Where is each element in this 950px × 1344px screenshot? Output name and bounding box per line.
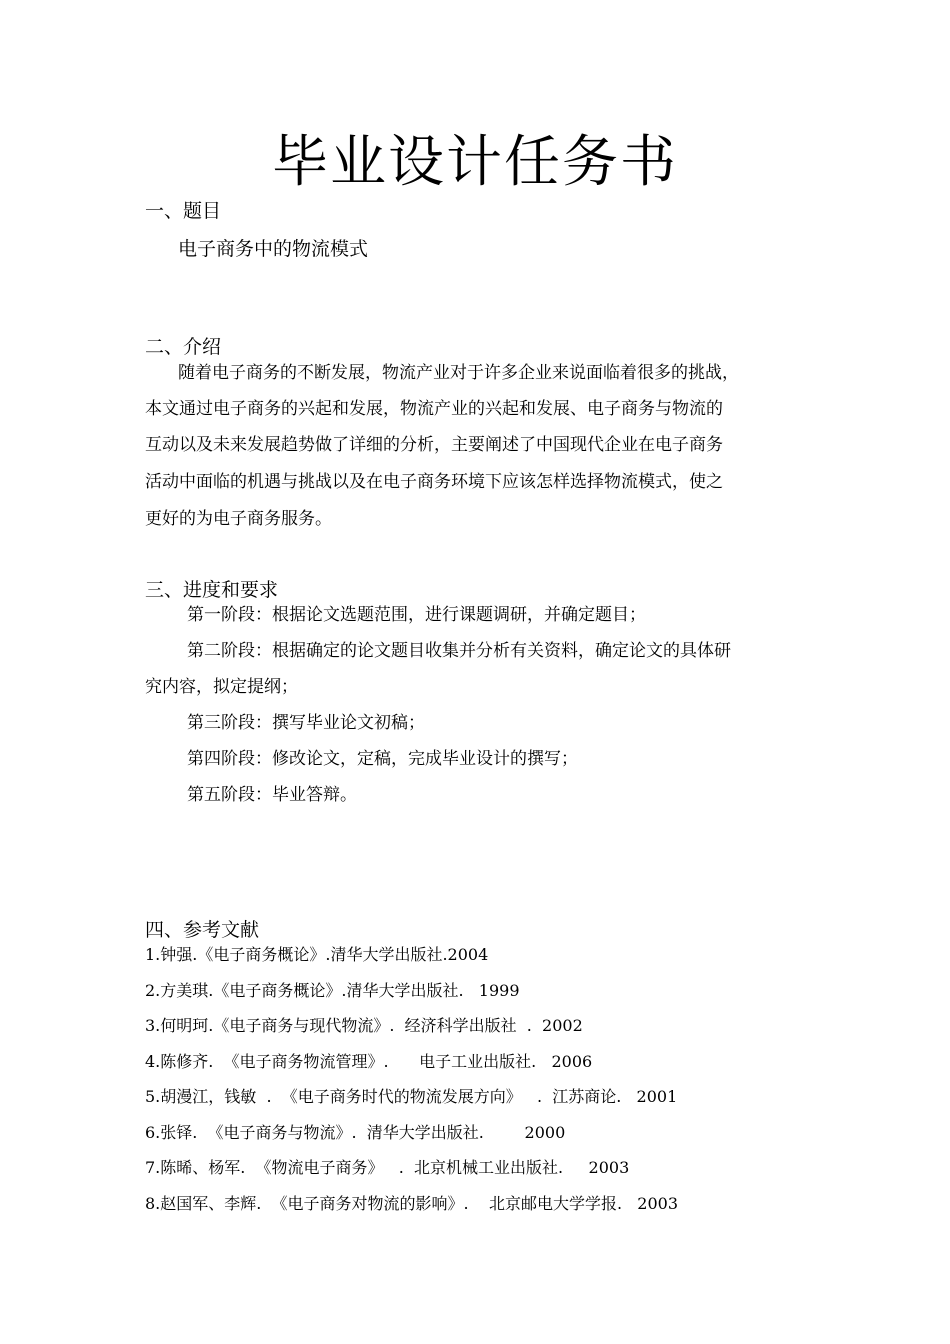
- reference-item: 5.胡漫江，钱敏 . 《电子商务时代的物流发展方向》 . 江苏商论. 2001: [145, 1087, 678, 1106]
- document-title: 毕业设计任务书: [272, 130, 678, 195]
- intro-line: 互动以及未来发展趋势做了详细的分析，主要阐述了中国现代企业在电子商务: [145, 435, 723, 455]
- reference-item: 7.陈晞、杨军. 《物流电子商务》 . 北京机械工业出版社. 2003: [145, 1158, 630, 1177]
- progress-line: 第二阶段：根据确定的论文题目收集并分析有关资料，确定论文的具体研: [187, 641, 731, 661]
- reference-item: 4.陈修齐. 《电子商务物流管理》. 电子工业出版社. 2006: [145, 1052, 593, 1071]
- progress-line: 第三阶段：撰写毕业论文初稿；: [187, 713, 425, 733]
- reference-item: 6.张铎. 《电子商务与物流》. 清华大学出版社. 2000: [145, 1123, 566, 1142]
- intro-line: 随着电子商务的不断发展，物流产业对于许多企业来说面临着很多的挑战，: [178, 363, 739, 383]
- reference-item: 3.何明珂.《电子商务与现代物流》. 经济科学出版社 . 2002: [145, 1016, 583, 1035]
- intro-line: 更好的为电子商务服务。: [145, 509, 332, 529]
- progress-line: 第一阶段：根据论文选题范围，进行课题调研，并确定题目；: [187, 605, 646, 625]
- topic-text: 电子商务中的物流模式: [178, 238, 369, 260]
- reference-item: 1.钟强.《电子商务概论》.清华大学出版社.2004: [145, 945, 489, 964]
- section-heading-topic: 一、题目: [145, 200, 222, 222]
- reference-item: 2.方美琪.《电子商务概论》.清华大学出版社. 1999: [145, 981, 520, 1000]
- section-heading-intro: 二、介绍: [145, 336, 222, 358]
- progress-line: 究内容，拟定提纲；: [145, 677, 298, 697]
- reference-item: 8.赵国军、李辉. 《电子商务对物流的影响》. 北京邮电大学学报. 2003: [145, 1194, 679, 1213]
- progress-line: 第五阶段：毕业答辩。: [187, 785, 357, 805]
- intro-line: 本文通过电子商务的兴起和发展，物流产业的兴起和发展、电子商务与物流的: [145, 399, 723, 419]
- intro-line: 活动中面临的机遇与挑战以及在电子商务环境下应该怎样选择物流模式，使之: [145, 472, 723, 492]
- section-heading-progress: 三、进度和要求: [145, 579, 279, 601]
- progress-line: 第四阶段：修改论文，定稿，完成毕业设计的撰写；: [187, 749, 578, 769]
- section-heading-references: 四、参考文献: [145, 919, 260, 941]
